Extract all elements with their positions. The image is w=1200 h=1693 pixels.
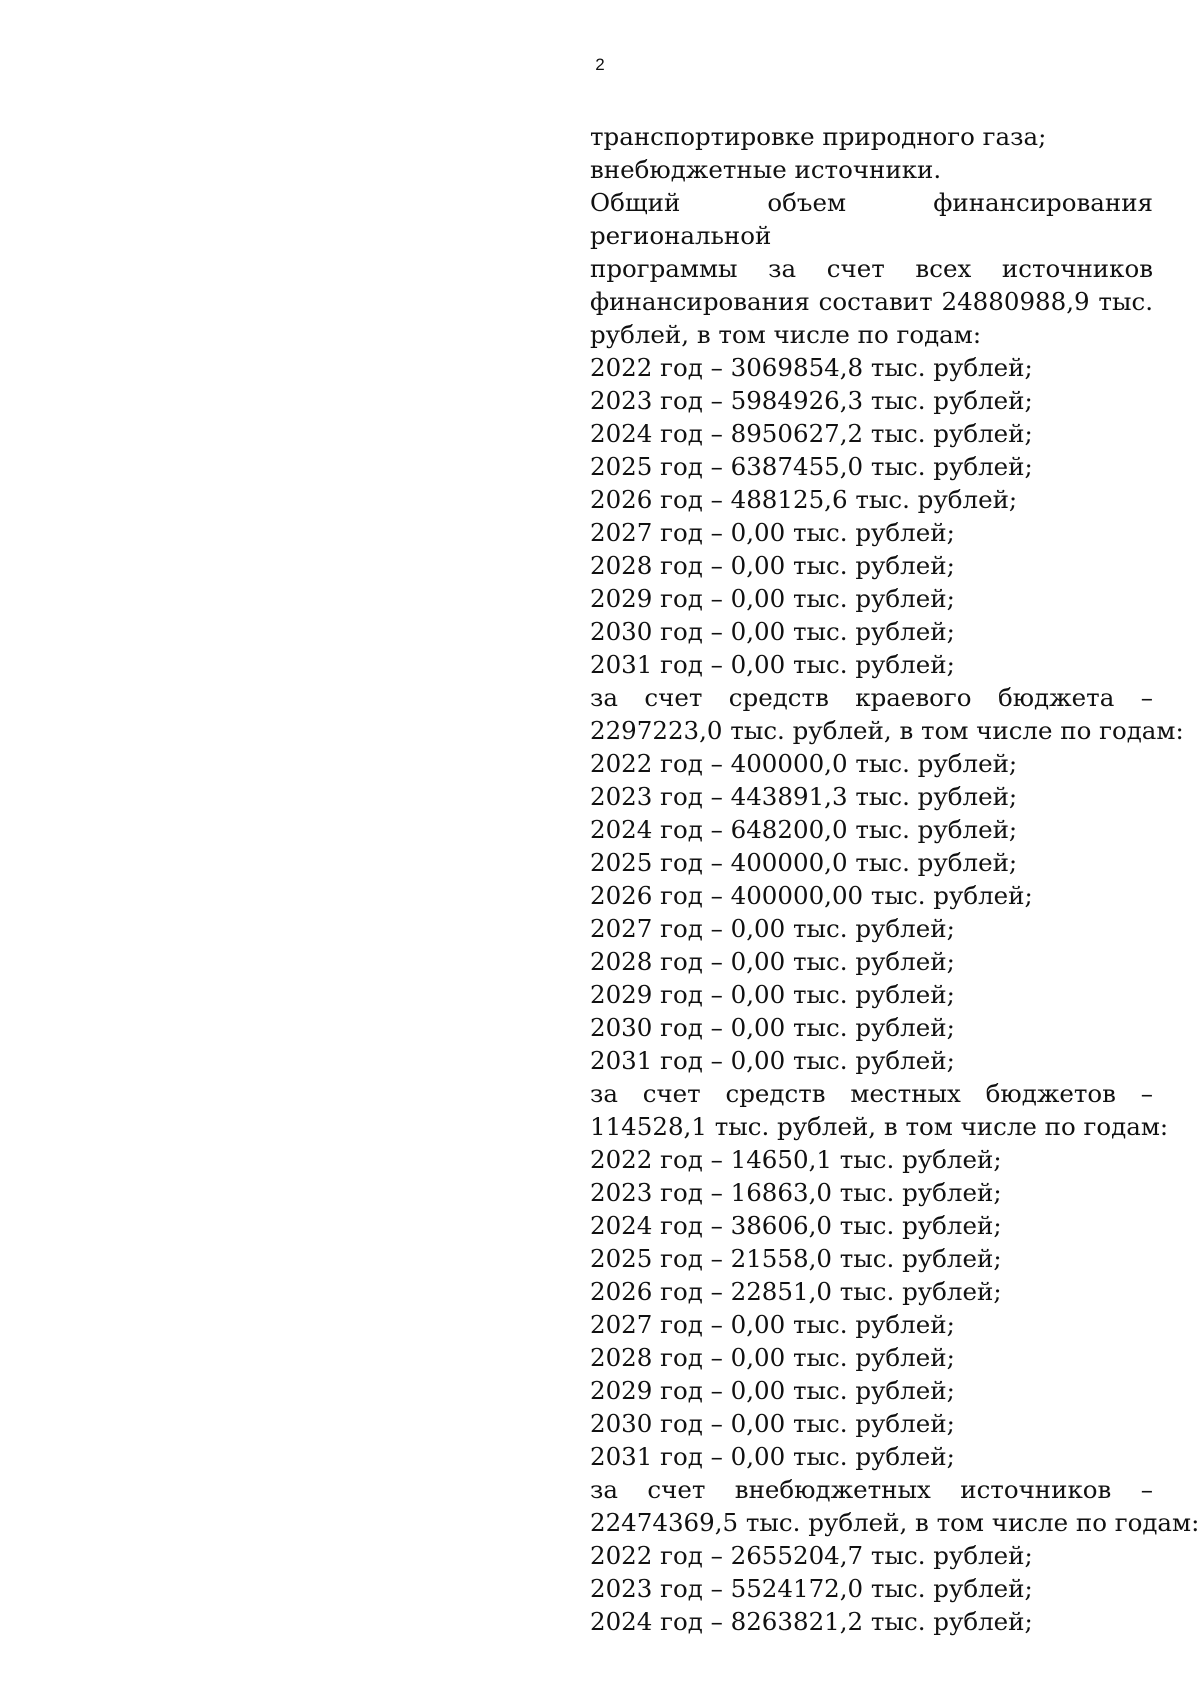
text-line: 2030 год – 0,00 тыс. рублей; [590,1013,955,1042]
text-line: 2028 год – 0,00 тыс. рублей; [590,1343,955,1372]
text-line: 2030 год – 0,00 тыс. рублей; [590,617,955,646]
text-line: 2029 год – 0,00 тыс. рублей; [590,584,955,613]
text-line: 2027 год – 0,00 тыс. рублей; [590,914,955,943]
text-line: 2027 год – 0,00 тыс. рублей; [590,1310,955,1339]
text-line: 2026 год – 22851,0 тыс. рублей; [590,1277,1002,1306]
text-line: программы за счет всех источников [590,254,1153,283]
text-line: Общий объем финансирования региональной [590,188,1153,250]
text-line: за счет средств местных бюджетов – [590,1079,1153,1108]
text-line: 2027 год – 0,00 тыс. рублей; [590,518,955,547]
text-line: финансирования составит 24880988,9 тыс. [590,287,1153,316]
page-number: 2 [595,55,605,74]
text-line: 2031 год – 0,00 тыс. рублей; [590,1046,955,1075]
text-line: 2031 год – 0,00 тыс. рублей; [590,1442,955,1471]
text-column [590,120,1200,1638]
text-line: 2023 год – 16863,0 тыс. рублей; [590,1178,1002,1207]
text-line: 2028 год – 0,00 тыс. рублей; [590,947,955,976]
text-line: 2025 год – 6387455,0 тыс. рублей; [590,452,1033,481]
text-line: за счет средств краевого бюджета – [590,683,1153,712]
text-line: внебюджетные источники. [590,155,942,184]
text-line: 2023 год – 5984926,3 тыс. рублей; [590,386,1033,415]
text-line: 114528,1 тыс. рублей, в том числе по годам: [590,1112,1169,1141]
text-line: 2029 год – 0,00 тыс. рублей; [590,980,955,1009]
text-line: 2022 год – 400000,0 тыс. рублей; [590,749,1018,778]
text-line: 2022 год – 2655204,7 тыс. рублей; [590,1541,1033,1570]
text-line: 2026 год – 488125,6 тыс. рублей; [590,485,1018,514]
text-line: 2023 год – 5524172,0 тыс. рублей; [590,1574,1033,1603]
text-line: 2024 год – 8263821,2 тыс. рублей; [590,1607,1033,1636]
text-line: 22474369,5 тыс. рублей, в том числе по годам: [590,1508,1200,1537]
text-line: 2297223,0 тыс. рублей, в том числе по годам: [590,716,1184,745]
text-line: 2029 год – 0,00 тыс. рублей; [590,1376,955,1405]
text-line: 2026 год – 400000,00 тыс. рублей; [590,881,1033,910]
text-line: за счет внебюджетных источников – [590,1475,1153,1504]
text-line: 2024 год – 648200,0 тыс. рублей; [590,815,1018,844]
text-line: 2025 год – 400000,0 тыс. рублей; [590,848,1018,877]
text-line: 2022 год – 14650,1 тыс. рублей; [590,1145,1002,1174]
text-line: 2030 год – 0,00 тыс. рублей; [590,1409,955,1438]
text-line: 2023 год – 443891,3 тыс. рублей; [590,782,1018,811]
text-line: 2028 год – 0,00 тыс. рублей; [590,551,955,580]
text-line: 2025 год – 21558,0 тыс. рублей; [590,1244,1002,1273]
text-line: 2022 год – 3069854,8 тыс. рублей; [590,353,1033,382]
text-line: 2031 год – 0,00 тыс. рублей; [590,650,955,679]
text-line: 2024 год – 38606,0 тыс. рублей; [590,1211,1002,1240]
text-line: транспортировке природного газа; [590,122,1047,151]
text-line: рублей, в том числе по годам: [590,320,982,349]
text-line: 2024 год – 8950627,2 тыс. рублей; [590,419,1033,448]
